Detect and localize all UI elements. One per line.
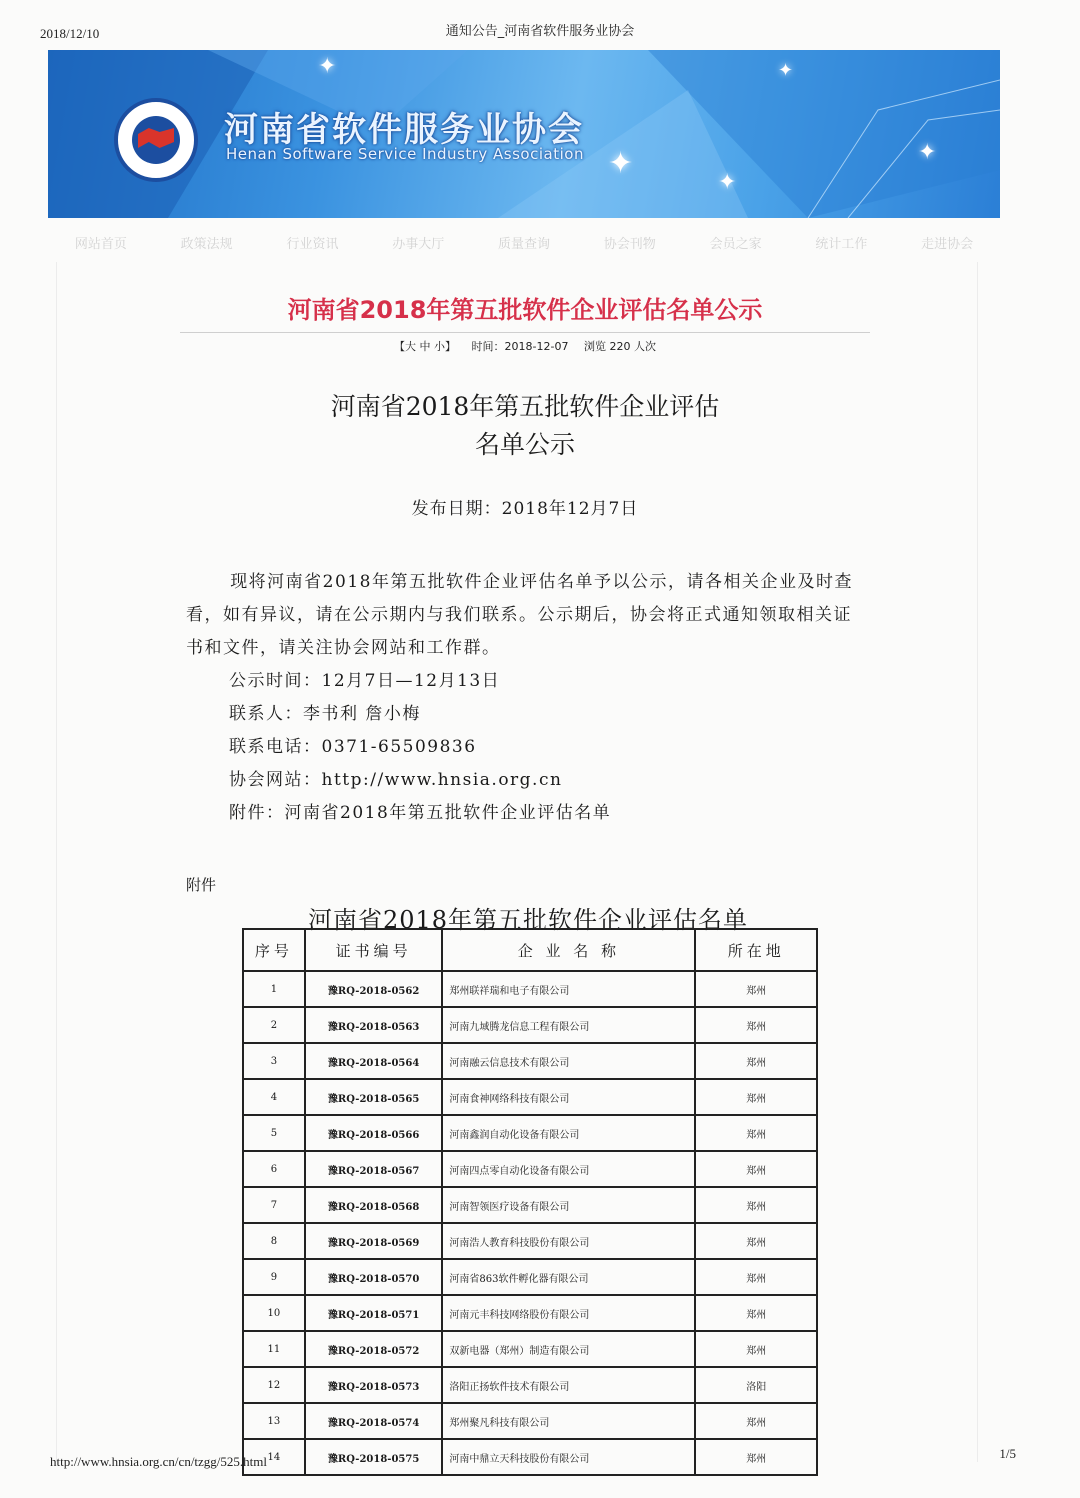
row-location: 郑州 [695,1331,817,1367]
row-company-name: 河南智领医疗设备有限公司 [442,1187,695,1223]
table-row [243,1187,817,1223]
sparkle-icon: ✦ [608,146,634,181]
association-website[interactable]: 协会网站：http://www.hnsia.org.cn [229,770,563,790]
table-row [243,1043,817,1079]
row-location: 郑州 [695,1115,817,1151]
row-serial: 5 [243,1115,305,1151]
table-row [243,1115,817,1151]
row-company-name: 双新电器（郑州）制造有限公司 [442,1331,695,1367]
print-page-title: 通知公告_河南省软件服务业协会 [445,24,635,39]
header-cert-number: 证书编号 [305,929,443,971]
row-cert-number: 豫RQ-2018-0573 [305,1367,443,1403]
row-company-name: 河南省863软件孵化器有限公司 [442,1259,695,1295]
row-company-name: 河南融云信息技术有限公司 [442,1043,695,1079]
document-body [186,566,858,830]
nav-item-policies[interactable]: 政策法规 [180,237,233,252]
table-row [243,1295,817,1331]
row-cert-number: 豫RQ-2018-0563 [305,1007,443,1043]
header-location: 所在地 [695,929,817,971]
page-url: http://www.hnsia.org.cn/cn/tzgg/525.html [50,1454,268,1469]
row-serial: 10 [243,1295,305,1331]
site-banner [48,50,1000,218]
row-company-name: 河南九域腾龙信息工程有限公司 [442,1007,695,1043]
contact-phone: 联系电话：0371-65509836 [229,737,477,757]
row-location: 郑州 [695,1403,817,1439]
row-cert-number: 豫RQ-2018-0568 [305,1187,443,1223]
row-location: 郑州 [695,1259,817,1295]
table-row [243,971,817,1007]
row-cert-number: 豫RQ-2018-0565 [305,1079,443,1115]
row-company-name: 洛阳正扬软件技术有限公司 [442,1367,695,1403]
header-company-name: 企 业 名 称 [442,929,695,971]
page-number: 1/5 [999,1446,1016,1461]
row-location: 郑州 [695,1295,817,1331]
announcement-paragraph: 现将河南省2018年第五批软件企业评估名单予以公示，请各相关企业及时查看，如有异议，请在公示期内与我们联系。公示期后，协会将正式通知领取相关证书和文件，请关注协会网站和工作群。 [186,572,853,658]
row-cert-number: 豫RQ-2018-0571 [305,1295,443,1331]
document-title-line2: 名单公示 [474,430,575,459]
contact-persons: 联系人：李书利 詹小梅 [229,704,421,724]
table-row [243,1403,817,1439]
row-company-name: 郑州联祥瑞和电子有限公司 [442,971,695,1007]
announcement-period: 公示时间：12月7日—12月13日 [229,671,501,691]
table-row [243,1079,817,1115]
font-size-toggle[interactable]: 【大 中 小】 [394,340,457,353]
nav-item-quality-query[interactable]: 质量查询 [498,237,551,252]
document-publish-date: 发布日期：2018年12月7日 [411,499,639,519]
table-header-row [243,929,817,971]
row-location: 郑州 [695,1043,817,1079]
row-company-name: 河南食神网络科技有限公司 [442,1079,695,1115]
row-cert-number: 豫RQ-2018-0564 [305,1043,443,1079]
header-serial: 序号 [243,929,305,971]
nav-item-statistics[interactable]: 统计工作 [815,237,868,252]
table-row [243,1259,817,1295]
attachment-table-title: 河南省2018年第五批软件企业评估名单 [307,906,749,934]
row-serial: 13 [243,1403,305,1439]
row-location: 郑州 [695,1007,817,1043]
row-company-name: 河南元丰科技网络股份有限公司 [442,1295,695,1331]
table-row [243,1007,817,1043]
document-title-line1: 河南省2018年第五批软件企业评估 [330,392,720,421]
row-location: 郑州 [695,1187,817,1223]
row-cert-number: 豫RQ-2018-0562 [305,971,443,1007]
article-title: 河南省2018年第五批软件企业评估名单公示 [287,296,763,324]
sparkle-icon: ✦ [318,54,337,79]
table-row [243,1151,817,1187]
row-serial: 4 [243,1079,305,1115]
print-date: 2018/12/10 [40,26,100,41]
sparkle-icon: ✦ [918,140,937,165]
sparkle-icon: ✦ [718,170,737,195]
row-serial: 9 [243,1259,305,1295]
main-navigation [48,230,1000,260]
row-location: 郑州 [695,1079,817,1115]
row-cert-number: 豫RQ-2018-0567 [305,1151,443,1187]
row-serial: 2 [243,1007,305,1043]
row-company-name: 河南浩人教育科技股份有限公司 [442,1223,695,1259]
row-cert-number: 豫RQ-2018-0572 [305,1331,443,1367]
nav-item-home[interactable]: 网站首页 [74,237,127,252]
view-count: 浏览 220 人次 [583,340,656,353]
row-cert-number: 豫RQ-2018-0566 [305,1115,443,1151]
row-location: 郑州 [695,971,817,1007]
row-company-name: 河南中鼎立天科技股份有限公司 [442,1439,695,1475]
row-cert-number: 豫RQ-2018-0575 [305,1439,443,1475]
row-company-name: 河南鑫润自动化设备有限公司 [442,1115,695,1151]
table-row [243,1223,817,1259]
row-location: 郑州 [695,1439,817,1475]
row-location: 郑州 [695,1223,817,1259]
row-company-name: 郑州聚凡科技有限公司 [442,1403,695,1439]
row-cert-number: 豫RQ-2018-0569 [305,1223,443,1259]
nav-item-service-hall[interactable]: 办事大厅 [392,237,445,252]
row-serial: 11 [243,1331,305,1367]
association-name-en: Henan Software Service Industry Association [226,145,584,163]
table-row [243,1331,817,1367]
sparkle-icon: ✦ [778,60,794,81]
table-row [243,1439,817,1475]
row-serial: 6 [243,1151,305,1187]
association-name-cn: 河南省软件服务业协会 [224,110,584,150]
nav-item-about[interactable]: 走进协会 [921,237,974,252]
row-cert-number: 豫RQ-2018-0570 [305,1259,443,1295]
nav-item-publications[interactable]: 协会刊物 [603,237,656,252]
row-company-name: 河南四点零自动化设备有限公司 [442,1151,695,1187]
publish-time: 时间：2018-12-07 [471,340,569,353]
attachment-label: 附件 [186,876,217,894]
row-serial: 8 [243,1223,305,1259]
document-title [200,388,850,464]
article-meta [180,338,870,354]
row-serial: 14 [243,1439,305,1475]
enterprise-list-table [242,928,818,1476]
title-divider [180,332,870,333]
attachment-line: 附件：河南省2018年第五批软件企业评估名单 [229,803,612,823]
row-location: 洛阳 [695,1367,817,1403]
nav-item-members[interactable]: 会员之家 [709,237,762,252]
table-row [243,1367,817,1403]
row-serial: 1 [243,971,305,1007]
hnsia-logo[interactable] [114,98,198,182]
row-serial: 3 [243,1043,305,1079]
row-cert-number: 豫RQ-2018-0574 [305,1403,443,1439]
nav-item-industry-news[interactable]: 行业资讯 [286,237,339,252]
row-serial: 7 [243,1187,305,1223]
row-location: 郑州 [695,1151,817,1187]
row-serial: 12 [243,1367,305,1403]
